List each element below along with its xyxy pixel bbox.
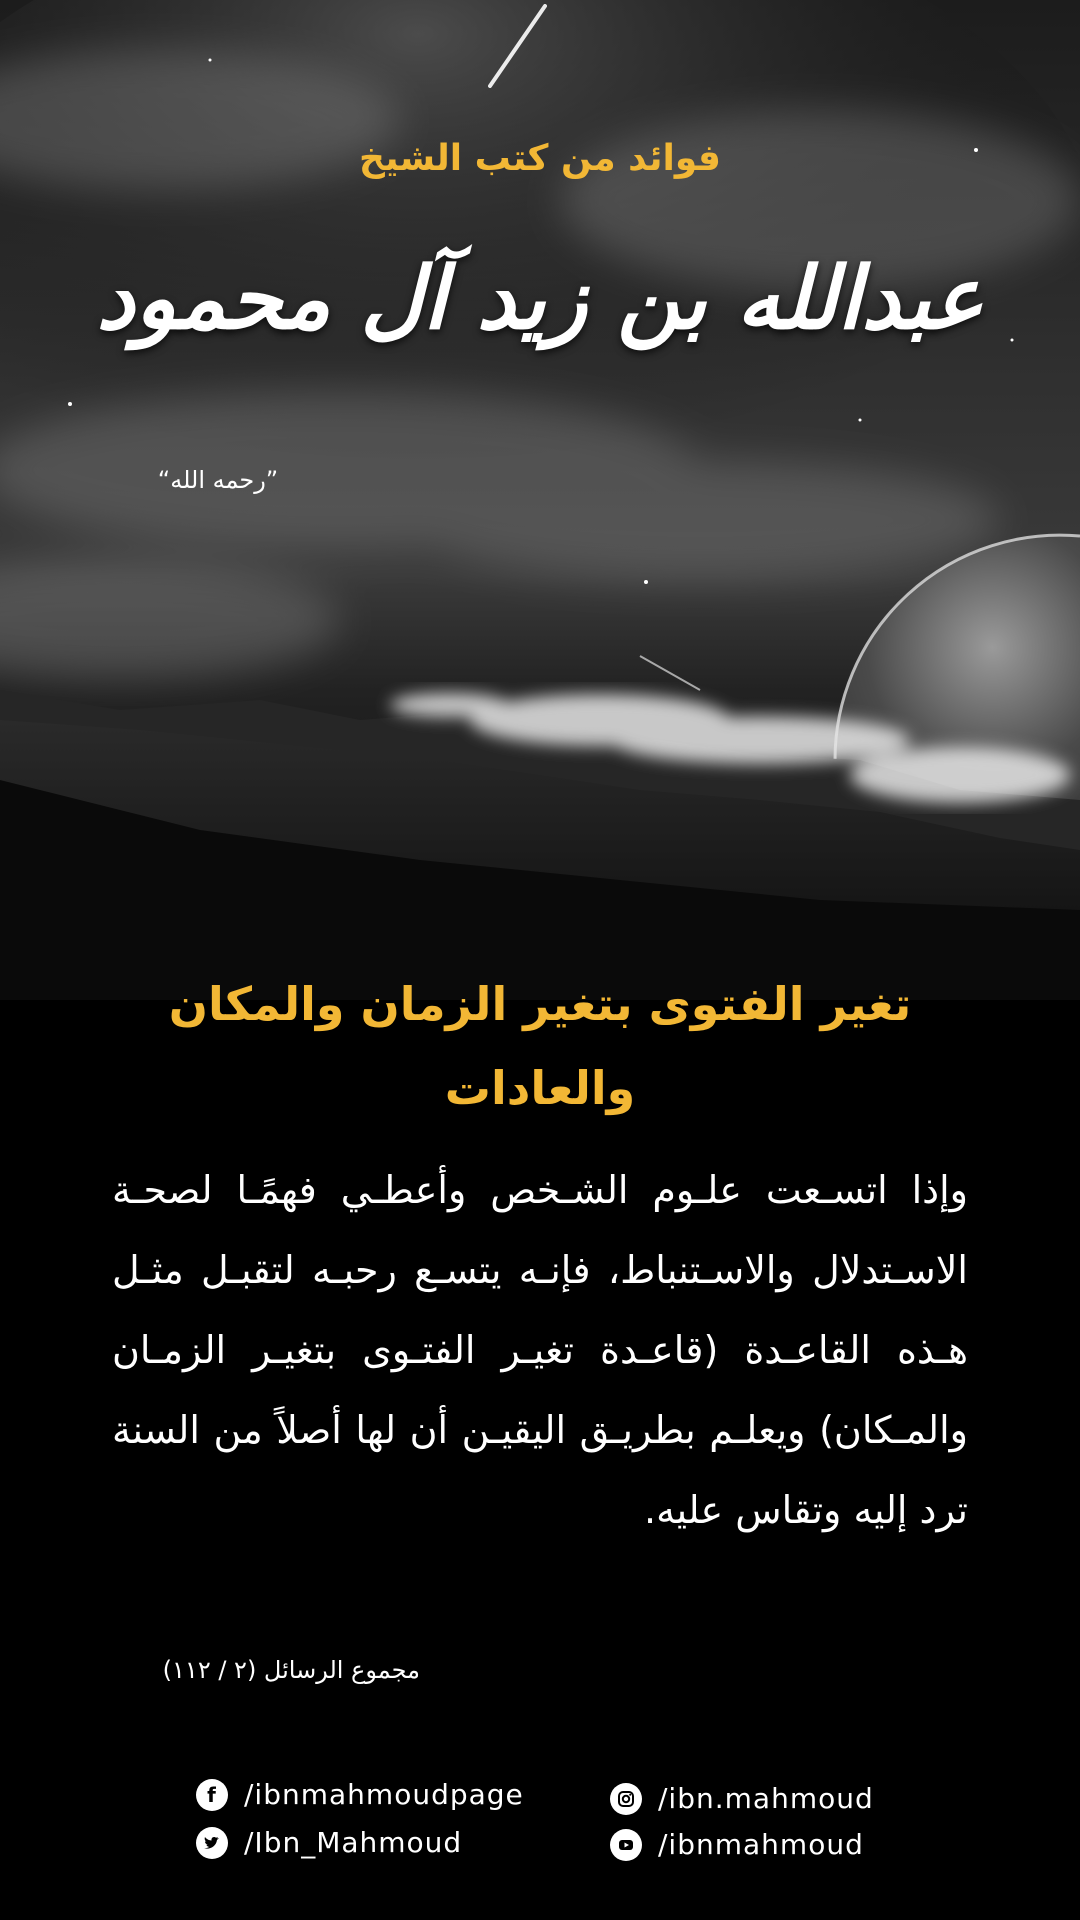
instagram-handle: /ibn.mahmoud (658, 1782, 874, 1815)
twitter-link[interactable] (196, 1826, 462, 1859)
facebook-icon: f (196, 1779, 228, 1811)
instagram-icon (610, 1783, 642, 1815)
header-kicker: فوائد من كتب الشيخ (359, 138, 721, 179)
source-citation: مجموع الرسائل (٢ / ١١٢) (162, 1656, 420, 1684)
article-body: وإذا اتسـعت علـوم الشـخص وأعطـي فهمًـا لصحـة الاسـتدلال والاسـتنباط، فإنـه يتسـع رحبـه لتقبـل مثـل هـذه القاعـدة (قاعـدة تغيـر الفتـوى بتغيـر الزمـان والمـكان) ويعلـم بطريـق اليقيـن أن لها أصلاً من السنة ترد إليه وتقاس عليه. (112, 1168, 968, 1532)
youtube-link[interactable] (610, 1828, 864, 1861)
twitter-icon (196, 1827, 228, 1859)
sheikh-name-calligraphy: عبدالله بن زيد آل محمود (96, 248, 984, 349)
facebook-handle: /ibnmahmoudpage (244, 1778, 524, 1811)
youtube-handle: /ibnmahmoud (658, 1828, 864, 1861)
article-title: تغير الفتوى بتغير الزمان والمكان والعادات (168, 977, 912, 1115)
twitter-handle: /Ibn_Mahmoud (244, 1826, 463, 1859)
facebook-link[interactable] (196, 1778, 524, 1811)
honorific-text: ”رحمه الله“ (157, 466, 279, 494)
youtube-icon (610, 1829, 642, 1861)
instagram-link[interactable] (610, 1782, 874, 1815)
